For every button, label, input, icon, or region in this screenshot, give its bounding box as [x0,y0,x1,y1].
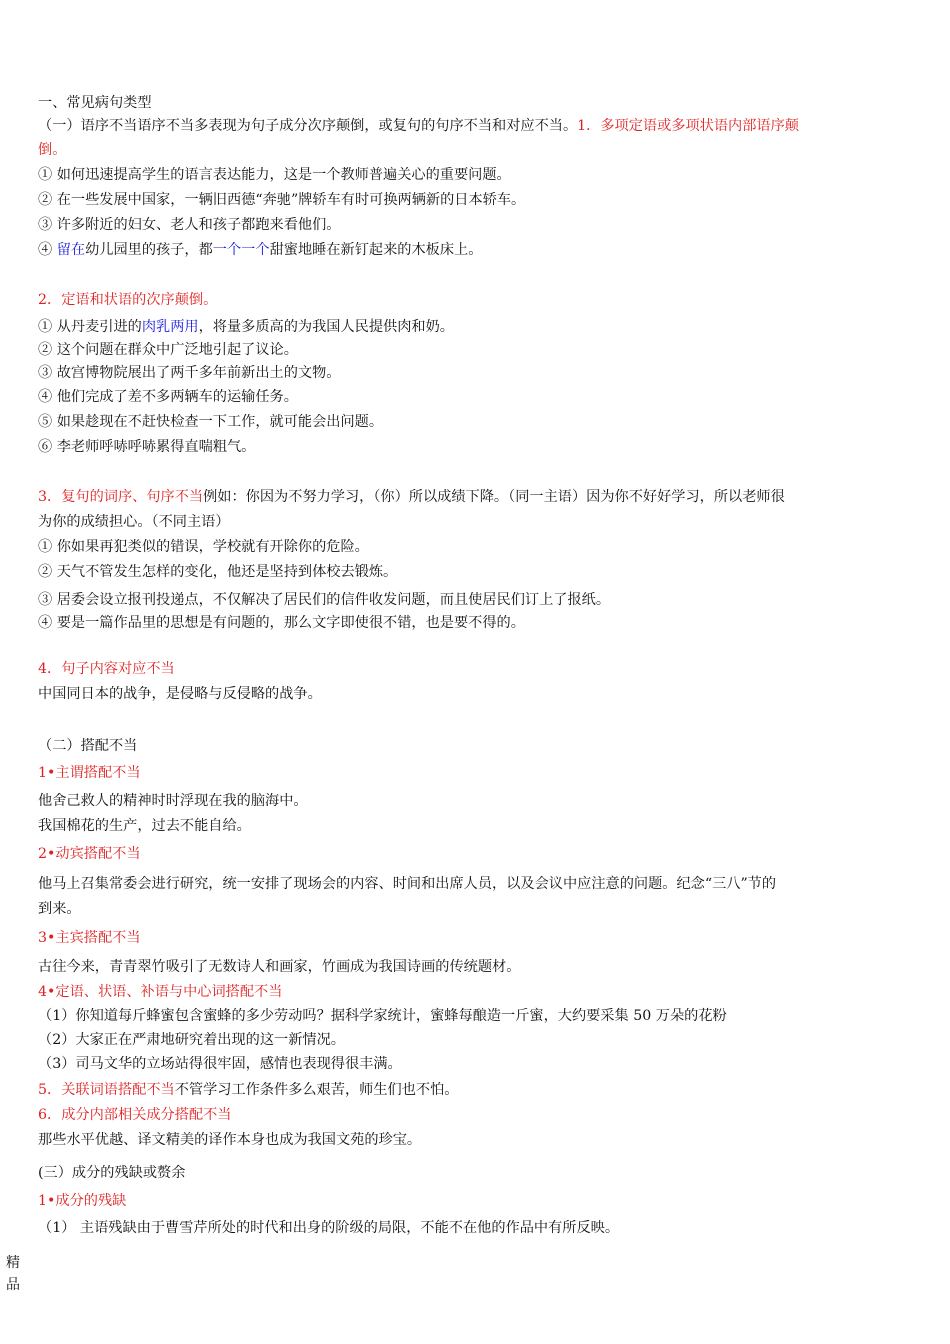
s2-item-1-highlight: 肉乳两用 [141,319,199,335]
s5-t4-item-3: （3）司马文华的立场站得很牢固，感情也表现得很丰满。 [38,1056,402,1072]
s2-item-2: ② 这个问题在群众中广泛地引起了议论。 [38,342,298,358]
corner-mark [6,1252,24,1296]
s6-item-1: （1） 主语残缺由于曹雪芹所处的时代和出身的阶级的局限，不能不在他的作品中有所反映。 [38,1220,620,1236]
subsection1-title: 1．多项定语或多项状语内部语序颠 [577,118,799,134]
s2-item-1-text-2: ，将量多质高的为我国人民提供肉和奶。 [198,319,454,335]
s5-t1-item-2: 我国棉花的生产，过去不能自给。 [38,818,251,834]
s2-item-1-text-1: ① 从丹麦引进的 [38,319,142,335]
heading-common-error-types: 一、常见病句类型 [38,95,152,111]
s5-title-2: 2•动宾搭配不当 [38,846,141,862]
subsection3-line2: 为你的成绩担心。（不同主语） [38,514,230,530]
s6-title-1: 1•成分的残缺 [38,1193,127,1209]
s2-item-6: ⑥ 李老师呼哧呼哧累得直喘粗气。 [38,439,256,455]
s1-item-4 [38,238,898,262]
s5-title-5: 5．关联词语搭配不当 [38,1082,175,1098]
s5-line-5 [38,1078,898,1102]
s5-title-3: 3•主宾搭配不当 [38,930,141,946]
corner-char-1: 精 [6,1255,20,1271]
s2-item-3: ③ 故宫博物院展出了两千多年前新出土的文物。 [38,365,341,381]
section3-heading: (三）成分的残缺或赘余 [38,1165,186,1181]
subsection2-title: 2．定语和状语的次序颠倒。 [38,292,218,308]
corner-char-2: 品 [6,1277,20,1293]
s1-item-4-marker: ④ [38,242,57,258]
s5-t4-item-1: （1）你知道每斤蜂蜜包含蜜蜂的多少劳动吗？据科学家统计，蜜蜂每酿造一斤蜜，大约要采集 50 万朵的花粉 [38,1008,727,1024]
s2-item-4: ④ 他们完成了差不多两辆车的运输任务。 [38,389,298,405]
subsection4-text: 中国同日本的战争，是侵略与反侵略的战争。 [38,686,322,702]
subsection4-title: 4．句子内容对应不当 [38,661,175,677]
s5-t2-text-1: 他马上召集常委会进行研究，统一安排了现场会的内容、时间和出席人员，以及会议中应注意的问题。纪念“三八”节的 [38,876,777,892]
section1-intro-text: （一）语序不当语序不当多表现为句子成分次序颠倒，或复句的句序不当和对应不当。 [38,118,578,134]
s2-item-1 [38,315,898,339]
s1-item-4-text-1: 幼儿园里的孩子，都 [85,242,213,258]
s3-item-1: ① 你如果再犯类似的错误，学校就有开除你的危险。 [38,539,369,555]
s1-item-3: ③ 许多附近的妇女、老人和孩子都跑来看他们。 [38,217,341,233]
s1-item-1: ① 如何迅速提高学生的语言表达能力，这是一个教师普遍关心的重要问题。 [38,167,511,183]
s3-item-3: ③ 居委会设立报刊投递点，不仅解决了居民们的信件收发问题，而且使居民们订上了报纸。 [38,592,611,608]
s5-t6-text: 那些水平优越、译文精美的译作本身也成为我国文苑的珍宝。 [38,1132,422,1148]
s3-item-4: ④ 要是一篇作品里的思想是有问题的，那么文字即使很不错，也是要不得的。 [38,615,525,631]
s3-item-2: ② 天气不管发生怎样的变化，他还是坚持到体校去锻炼。 [38,564,398,580]
s1-item-4-highlight-1: 留在 [56,242,86,258]
s5-t2-text-2: 到来。 [38,901,81,917]
s1-item-4-text-2: 甜蜜地睡在新钉起来的木板床上。 [269,242,483,258]
s5-t1-item-1: 他舍己救人的精神时时浮现在我的脑海中。 [38,793,308,809]
s1-item-2: ② 在一些发展中国家，一辆旧西德“奔驰”牌轿车有时可换两辆新的日本轿车。 [38,192,526,208]
s2-item-5: ⑤ 如果趁现在不赶快检查一下工作，就可能会出问题。 [38,414,384,430]
s5-title-6: 6．成分内部相关成分搭配不当 [38,1107,232,1123]
subsection3-line1 [38,485,898,509]
s5-title-1: 1•主谓搭配不当 [38,765,141,781]
section1-intro [38,114,898,138]
s5-t3-text: 古往今来，青青翠竹吸引了无数诗人和画家，竹画成为我国诗画的传统题材。 [38,959,521,975]
s5-t4-item-2: （2）大家正在严肃地研究着出现的这一新情况。 [38,1032,345,1048]
subsection3-example: 例如：你因为不努力学习，（你）所以成绩下降。（同一主语）因为你不好好学习，所以老师很 [203,489,785,505]
s5-t5-text: 不管学习工作条件多么艰苦，师生们也不怕。 [174,1082,459,1098]
s5-title-4: 4•定语、状语、补语与中心词搭配不当 [38,984,283,1000]
section2-heading: （二）搭配不当 [38,738,138,754]
subsection1-title-cont: 倒。 [38,142,67,158]
subsection3-title: 3．复句的词序、句序不当 [38,489,204,505]
s1-item-4-highlight-2: 一个一个 [212,242,270,258]
